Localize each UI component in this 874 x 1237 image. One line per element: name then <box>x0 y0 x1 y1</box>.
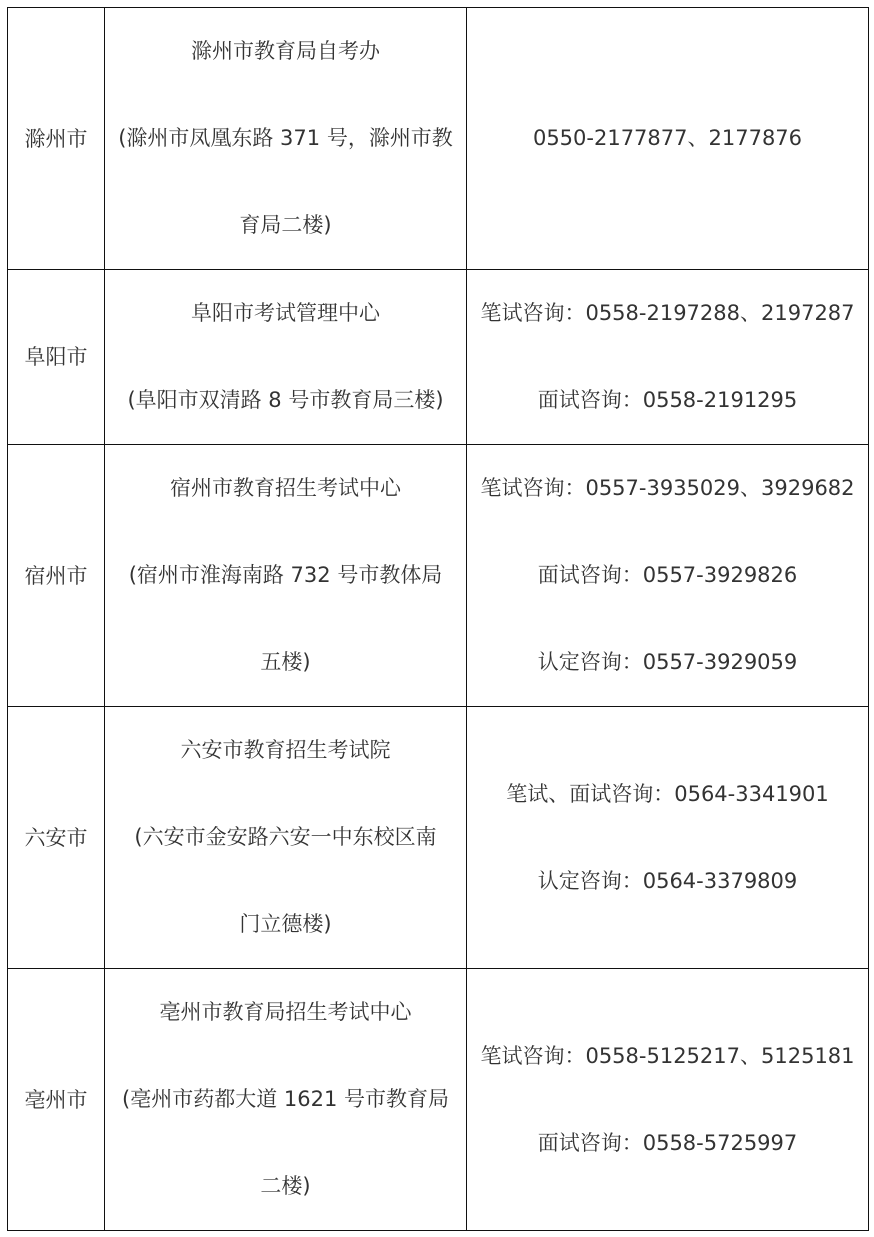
city-name: 六安市 <box>24 825 88 850</box>
office-line: (滁州市凤凰东路 371 号，滁州市教 <box>118 126 453 150</box>
city-name: 阜阳市 <box>24 345 88 369</box>
phone-line: 认定咨询：0557-3929059 <box>537 650 798 674</box>
city-name: 滁州市 <box>24 126 88 151</box>
phone-line: 0550-2177877、2177876 <box>532 126 803 150</box>
phone-line: 认定咨询：0564-3379809 <box>537 868 798 893</box>
city-cell <box>8 8 105 270</box>
office-line: 二楼) <box>260 1174 311 1198</box>
phone-cell <box>467 969 869 1231</box>
office-line: 阜阳市考试管理中心 <box>191 301 380 325</box>
phone-line: 面试咨询：0558-5725997 <box>537 1130 798 1155</box>
office-line: (六安市金安路六安一中东校区南 <box>134 825 437 849</box>
table-row <box>8 707 869 969</box>
city-cell <box>8 707 105 969</box>
office-line: 滁州市教育局自考办 <box>191 39 380 63</box>
phone-line: 笔试咨询：0558-5125217、5125181 <box>480 1043 855 1068</box>
office-line: (阜阳市双清路 8 号市教育局三楼) <box>127 388 444 412</box>
office-cell <box>105 707 467 969</box>
office-line: 六安市教育招生考试院 <box>180 738 391 762</box>
city-cell <box>8 969 105 1231</box>
phone-cell <box>467 445 869 707</box>
office-cell <box>105 270 467 445</box>
phone-line: 笔试咨询：0557-3935029、3929682 <box>480 476 855 500</box>
phone-cell <box>467 8 869 270</box>
office-line: (亳州市药都大道 1621 号市教育局 <box>122 1087 449 1111</box>
office-line: 五楼) <box>260 650 311 674</box>
office-line: 育局二楼) <box>239 213 332 237</box>
table-row <box>8 969 869 1231</box>
office-cell <box>105 8 467 270</box>
office-line: (宿州市淮海南路 732 号市教体局 <box>128 563 443 587</box>
office-line: 亳州市教育局招生考试中心 <box>159 1000 412 1024</box>
phone-line: 笔试、面试咨询：0564-3341901 <box>506 781 829 806</box>
city-cell <box>8 270 105 445</box>
phone-line: 面试咨询：0557-3929826 <box>537 563 798 587</box>
phone-line: 面试咨询：0558-2191295 <box>537 388 798 412</box>
phone-cell <box>467 270 869 445</box>
city-cell <box>8 445 105 707</box>
office-line: 宿州市教育招生考试中心 <box>170 476 401 500</box>
contact-table <box>7 7 869 1231</box>
table-row <box>8 445 869 707</box>
phone-cell <box>467 707 869 969</box>
city-name: 亳州市 <box>24 1087 88 1112</box>
office-cell <box>105 445 467 707</box>
table-row <box>8 270 869 445</box>
office-line: 门立德楼) <box>239 912 332 936</box>
office-cell <box>105 969 467 1231</box>
city-name: 宿州市 <box>24 563 88 588</box>
phone-line: 笔试咨询：0558-2197288、2197287 <box>480 301 855 325</box>
table-row <box>8 8 869 270</box>
